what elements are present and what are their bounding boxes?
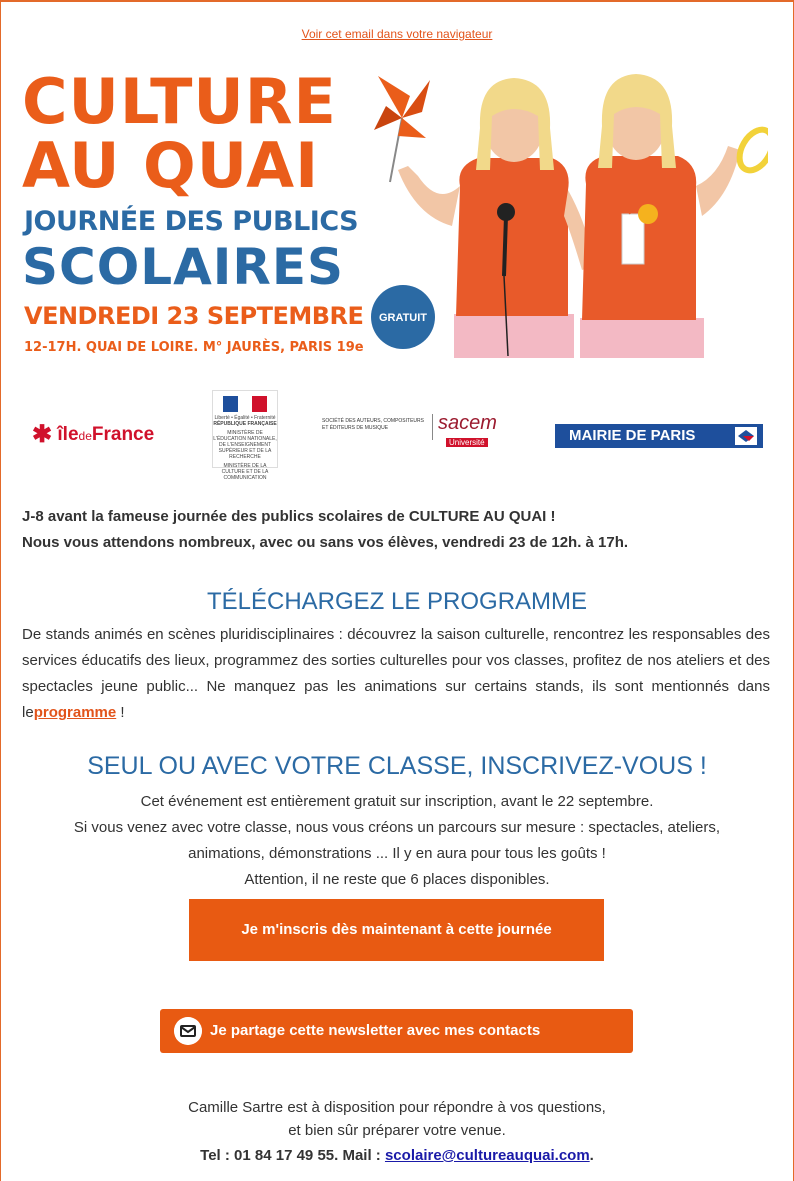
footer-line2: et bien sûr préparer votre venue.	[288, 1122, 506, 1139]
hero-title-line2: AU QUAI	[22, 129, 320, 202]
logo-iledefrance: ✱ îledeFrance	[32, 421, 155, 448]
program-paragraph: De stands animés en scènes pluridisciplinaires : découvrez la saison culturelle, rencontrez les responsables des services éducatifs des lieux, programmez des sorties culturelles pour vos classes, profitez de nos ateliers et des spectacles jeune public... Ne manquez pas les animations sur certains stands, ils sont mentionnés dans leprogramme !	[22, 626, 770, 721]
hero-subtitle-line2: SCOLAIRES	[22, 238, 345, 296]
program-link[interactable]: programme	[33, 704, 117, 721]
asterisk-icon: ✱	[32, 421, 53, 448]
logo-sacem: SOCIÉTÉ DES AUTEURS, COMPOSITEURS ET ÉDITEURS DE MUSIQUE sacem Université	[322, 412, 497, 447]
partner-logos	[0, 388, 794, 481]
intro-text	[22, 504, 782, 556]
signup-button[interactable]: Je m'inscris dès maintenant à cette journée	[189, 899, 604, 961]
hero-title	[22, 65, 337, 202]
hero-title-line1: CULTURE	[22, 65, 337, 138]
footer-contact: Tel : 01 84 17 49 55. Mail : scolaire@cultureauquai.com.	[200, 1147, 594, 1164]
hero-date: VENDREDI 23 SEPTEMBRE	[24, 302, 364, 330]
hero-subtitle-line1: JOURNÉE DES PUBLICS	[24, 206, 359, 237]
share-button-label: Je partage cette newsletter avec mes contacts	[210, 1022, 541, 1039]
flag-icon	[223, 396, 267, 412]
footer	[0, 1096, 794, 1167]
program-heading[interactable]: TÉLÉCHARGEZ LE PROGRAMME	[206, 588, 588, 615]
email-link[interactable]: scolaire@cultureauquai.com	[384, 1147, 590, 1164]
signup-paragraph: Cet événement est entièrement gratuit sur inscription, avant le 22 septembre. Si vous venez avec votre classe, nous vous créons un parcours sur mesure : spectacles, ateliers, animations, démonstrations ... Il y en aura pour tous les goûts ! Attention, il ne reste que 6 places disponibles.	[73, 793, 721, 888]
view-in-browser-link[interactable]: Voir cet email dans votre navigateur	[301, 27, 493, 41]
logo-republique-francaise: Liberté • Égalité • Fraternité RÉPUBLIQUE FRANÇAISE MINISTÈRE DE L'ÉDUCATION NATIONALE, DE L'ENSEIGNEMENT SUPÉRIEUR ET DE LA RECHERCHE MINISTÈRE DE LA CULTURE ET DE LA COMMUNICATION	[212, 390, 278, 468]
intro-line2: Nous vous attendons nombreux, avec ou sans vos élèves, vendredi 23 de 12h. à 17h.	[22, 534, 629, 551]
envelope-icon	[174, 1017, 202, 1045]
hero-place: 12-17H. QUAI DE LOIRE. M° JAURÈS, PARIS 19e	[24, 340, 364, 355]
signup-heading: SEUL OU AVEC VOTRE CLASSE, INSCRIVEZ-VOUS !	[87, 752, 707, 780]
paris-ship-icon	[735, 427, 757, 445]
footer-line1: Camille Sartre est à disposition pour répondre à vos questions,	[188, 1099, 606, 1116]
intro-line1: J-8 avant la fameuse journée des publics scolaires de CULTURE AU QUAI !	[22, 508, 556, 525]
top-border	[0, 0, 794, 2]
share-newsletter-button[interactable]	[160, 1009, 633, 1053]
pinwheel-icon	[374, 76, 430, 182]
gratuit-badge-text: GRATUIT	[378, 312, 428, 324]
person-right	[580, 74, 768, 358]
logo-mairie-de-paris: MAIRIE DE PARIS	[555, 424, 763, 448]
gratuit-badge	[370, 284, 436, 350]
